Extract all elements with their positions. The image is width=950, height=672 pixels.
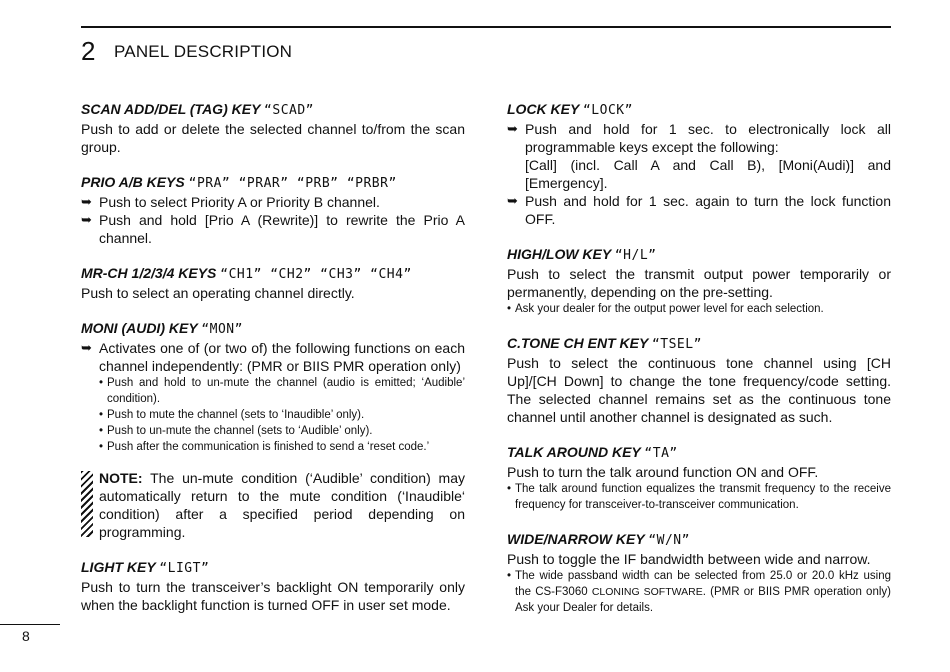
lock-key-section	[507, 100, 891, 228]
arrow-bullet-icon: ➥	[81, 212, 92, 227]
bullet-item: • The wide passband width can be selected from 25.0 or 20.0 kHz using the CS-F3060 CLONING SOFTWARE. (PMR or BIIS PMR operation only) Ask your Dealer for details.	[507, 570, 891, 614]
scan-key-text: Push to add or delete the selected channel to/from the scan group.	[81, 121, 465, 155]
arrow-bullet-icon: ➥	[507, 121, 518, 136]
highlow-key-text: Push to select the transmit output power temporarily or permanently, depending on the pre-setting.	[507, 266, 891, 300]
note-hatch-icon	[81, 471, 93, 537]
light-key-section	[81, 558, 465, 614]
talk-key-heading: TALK AROUND KEY “TA”	[507, 444, 678, 461]
page-number: 8	[22, 628, 30, 644]
list-item: ➥ Push and hold [Prio A (Rewrite)] to rewrite the Prio A channel.	[81, 212, 465, 246]
talk-key-text: Push to turn the talk around function ON and OFF.	[507, 464, 819, 480]
bullet-item: • Push to un-mute the channel (sets to ‘Audible’ only).	[99, 425, 373, 437]
light-key-text: Push to turn the transceiver’s backlight ON temporarily only when the backlight function is turned OFF in user set mode.	[81, 579, 465, 613]
lcd-label: “SCAD”	[264, 103, 315, 118]
list-item: ➥ Push and hold for 1 sec. to electronically lock all programmable keys except the following:	[507, 121, 891, 155]
note-section	[81, 469, 465, 541]
lock-key-heading: LOCK KEY “LOCK”	[507, 101, 633, 118]
list-item: ➥ Activates one of (or two of) the following functions on each channel independently: (PMR or BIIS PMR operation only)	[81, 340, 465, 374]
talk-key-section	[507, 443, 891, 513]
mrch-key-heading: MR-CH 1/2/3/4 KEYS “CH1” “CH2” “CH3” “CH4”	[81, 265, 412, 282]
moni-key-section	[81, 319, 465, 455]
bullet-item: • Push and hold to un-mute the channel (audio is emitted; ‘Audible’ condition).	[99, 377, 465, 405]
lcd-label: “PRA” “PRAR” “PRB” “PRBR”	[188, 176, 397, 191]
wide-key-heading: WIDE/NARROW KEY “W/N”	[507, 531, 690, 548]
prio-key-section	[81, 173, 465, 247]
list-item: ➥ Push and hold for 1 sec. again to turn the lock function OFF.	[507, 193, 891, 227]
wide-key-text: Push to toggle the IF bandwidth between wide and narrow.	[507, 551, 871, 567]
moni-key-heading: MONI (AUDI) KEY “MON”	[81, 320, 243, 337]
page-number-rule	[0, 624, 60, 625]
highlow-key-heading: HIGH/LOW KEY “H/L”	[507, 246, 657, 263]
prio-key-heading: PRIO A/B KEYS “PRA” “PRAR” “PRB” “PRBR”	[81, 174, 397, 191]
arrow-bullet-icon: ➥	[507, 193, 518, 208]
ctone-key-section	[507, 334, 891, 426]
bullet-item: • Push to mute the channel (sets to ‘Inaudible’ only).	[99, 409, 365, 421]
bullet-item: • Ask your dealer for the output power level for each selection.	[507, 303, 824, 315]
left-column	[81, 100, 465, 631]
arrow-bullet-icon: ➥	[81, 340, 92, 355]
scan-key-heading: SCAN ADD/DEL (TAG) KEY “SCAD”	[81, 101, 315, 118]
wide-key-section	[507, 530, 891, 616]
bullet-item: • Push after the communication is finished to send a ‘reset code.’	[99, 441, 430, 453]
bullet-item: • The talk around function equalizes the transmit frequency to the receive frequency for transceiver-to-transceiver communication.	[507, 483, 891, 511]
list-item-continued: [Call] (incl. Call A and Call B), [Moni(Audi)] and [Emergency].	[525, 157, 891, 191]
ctone-key-text: Push to select the continuous tone channel using [CH Up]/[CH Down] to change the tone frequency/code setting. The selected channel remains set as the continuous tone channel until another channel is designated as such.	[507, 355, 891, 425]
lcd-label: “MON”	[201, 322, 243, 337]
light-key-heading: LIGHT KEY “LIGT”	[81, 559, 210, 576]
section-number: 2	[81, 36, 96, 66]
lcd-label: “W/N”	[648, 533, 690, 548]
lcd-label: “LIGT”	[159, 561, 210, 576]
list-item: ➥ Push to select Priority A or Priority B channel.	[81, 194, 380, 210]
right-column	[507, 100, 891, 633]
mrch-key-text: Push to select an operating channel directly.	[81, 285, 355, 301]
section-title: PANEL DESCRIPTION	[114, 42, 293, 61]
note: NOTE: The un-mute condition (‘Audible’ condition) may automatically return to the mute condition (‘Inaudible‘ condition) after a specified period depending on programming.	[81, 469, 465, 541]
top-rule	[81, 26, 891, 28]
scan-key-section	[81, 100, 465, 156]
lcd-label: “CH1” “CH2” “CH3” “CH4”	[220, 267, 412, 282]
lcd-label: “TA”	[644, 446, 678, 461]
highlow-key-section	[507, 245, 891, 317]
lcd-label: “H/L”	[614, 248, 657, 263]
moni-bullets	[99, 375, 465, 455]
ctone-key-heading: C.TONE CH ENT KEY “TSEL”	[507, 335, 702, 352]
mrch-key-section	[81, 264, 465, 302]
lcd-label: “LOCK”	[582, 103, 633, 118]
arrow-bullet-icon: ➥	[81, 194, 92, 209]
lcd-label: “TSEL”	[651, 337, 702, 352]
